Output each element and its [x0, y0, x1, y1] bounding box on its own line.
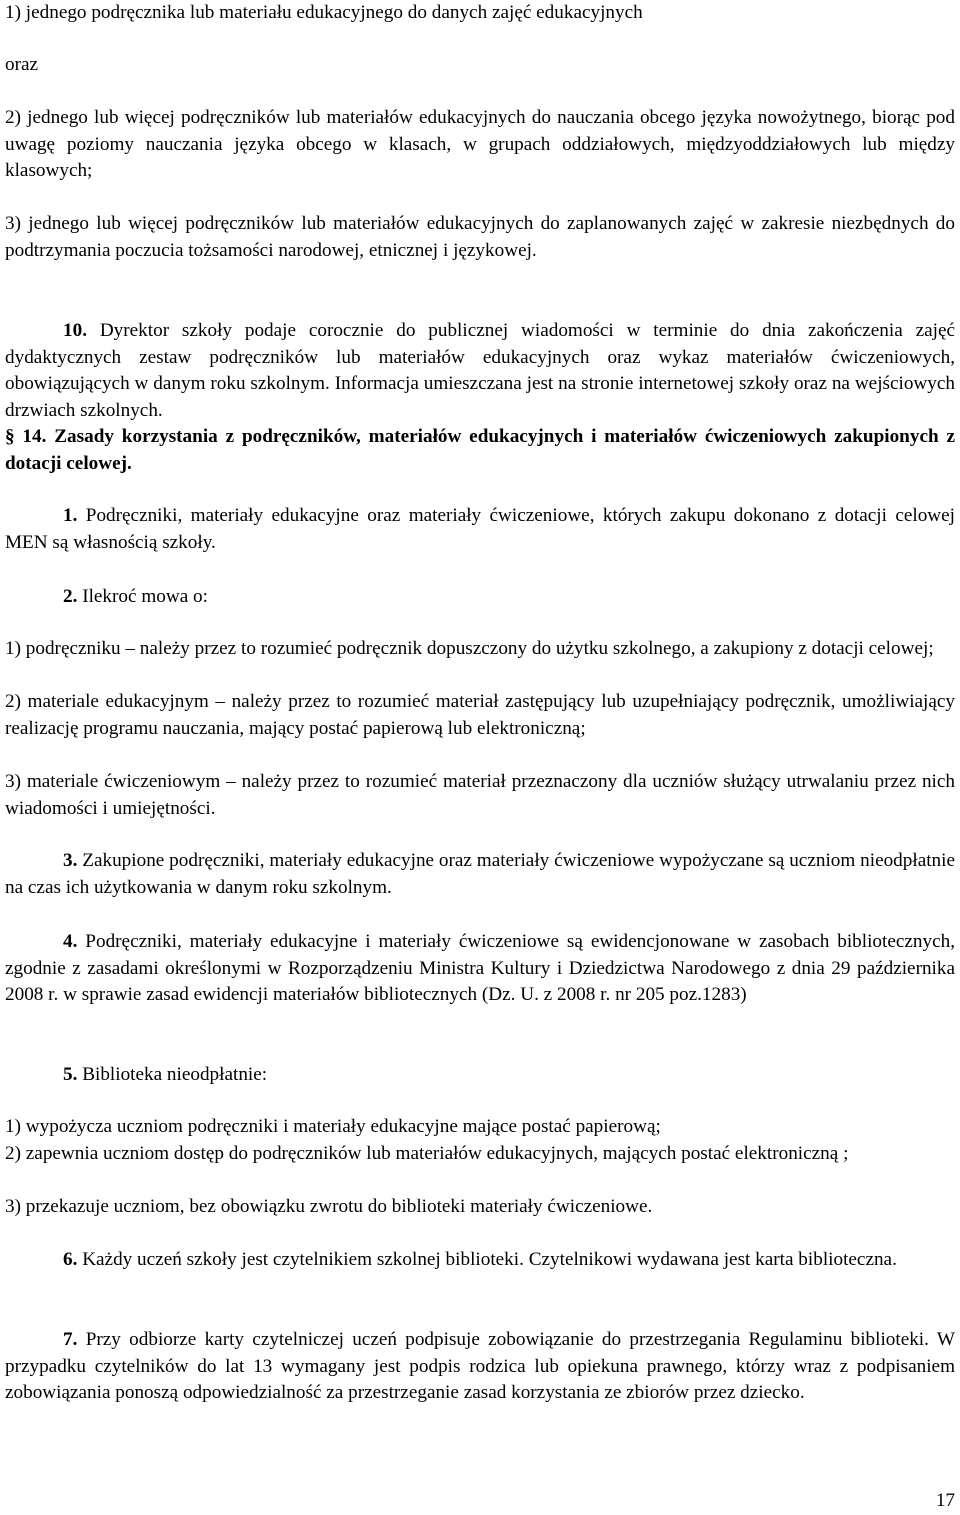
paragraph-text: Ilekroć mowa o: — [77, 586, 208, 607]
paragraph-6 — [5, 1247, 955, 1274]
paragraph-7 — [5, 1327, 955, 1407]
definition-item-1: 1) podręczniku – należy przez to rozumieć podręcznik dopuszczony do użytku szkolnego, a zakupiony z dotacji celowej; — [5, 638, 934, 659]
paragraph-number: 4. — [63, 931, 78, 952]
list-item-1: 1) jednego podręcznika lub materiału edukacyjnego do danych zajęć edukacyjnych — [5, 2, 643, 23]
list-item-3: 3) jednego lub więcej podręczników lub materiałów edukacyjnych do zaplanowanych zajęć w zakresie niezbędnych do podtrzymania poczucia tożsamości narodowej, etnicznej i językowej. — [5, 213, 955, 261]
paragraph-number: 7. — [63, 1329, 78, 1350]
paragraph-text: Dyrektor szkoły podaje corocznie do publicznej wiadomości w terminie do dnia zakończenia zajęć dydaktycznych zestaw podręczników lub materiałów edukacyjnych oraz wykaz materiałów ćwiczeniowych, obowiązujących w danym roku szkolnym. Informacja umieszczana jest na stronie internetowej szkoły oraz na wejściowych drzwiach szkolnych. — [5, 320, 955, 421]
definition-item-2: 2) materiale edukacyjnym – należy przez to rozumieć materiał zastępujący lub uzupełniający podręcznik, umożliwiający realizację programu nauczania, mający postać papierową lub elektroniczną; — [5, 691, 955, 739]
paragraph-2 — [5, 584, 955, 611]
list-item-2: 2) jednego lub więcej podręczników lub materiałów edukacyjnych do nauczania obcego języka nowożytnego, biorąc pod uwagę poziomy nauczania języka obcego w klasach, w grupach oddziałowych, międzyoddziałowych lub między klasowych; — [5, 107, 955, 181]
library-item-2: 2) zapewnia uczniom dostęp do podręczników lub materiałów edukacyjnych, mających postać elektroniczną ; — [5, 1143, 849, 1164]
section-title: 14. Zasady korzystania z podręczników, materiałów edukacyjnych i materiałów ćwiczeniowych zakupionych z dotacji celowej. — [5, 426, 955, 474]
paragraph-10 — [5, 318, 955, 424]
library-item-3: 3) przekazuje uczniom, bez obowiązku zwrotu do biblioteki materiały ćwiczeniowe. — [5, 1196, 653, 1217]
library-item-1: 1) wypożycza uczniom podręczniki i materiały edukacyjne mające postać papierową; — [5, 1116, 661, 1137]
paragraph-text: Biblioteka nieodpłatnie: — [77, 1064, 268, 1085]
paragraph-text: Każdy uczeń szkoły jest czytelnikiem szkolnej biblioteki. Czytelnikowi wydawana jest karta biblioteczna. — [77, 1249, 897, 1270]
oraz-text: oraz — [5, 54, 39, 75]
paragraph-text: Podręczniki, materiały edukacyjne oraz materiały ćwiczeniowe, których zakupu dokonano z dotacji celowej MEN są własnością szkoły. — [5, 505, 955, 553]
paragraph-text: Przy odbiorze karty czytelniczej uczeń podpisuje zobowiązanie do przestrzegania Regulaminu biblioteki. W przypadku czytelników do lat 13 wymagany jest podpis rodzica lub opiekuna prawnego, którzy wraz z podpisaniem zobowiązania ponoszą odpowiedzialność za przestrzeganie zasad korzystania ze zbiorów przez dziecko. — [5, 1329, 955, 1403]
paragraph-number: 10. — [63, 320, 87, 341]
paragraph-text: Podręczniki, materiały edukacyjne i materiały ćwiczeniowe są ewidencjonowane w zasobach bibliotecznych, zgodnie z zasadami określonymi w Rozporządzeniu Ministra Kultury i Dziedzictwa Narodowego z dnia 29 października 2008 r. w sprawie zasad ewidencji materiałów bibliotecznych (Dz. U. z 2008 r. nr 205 poz.1283) — [5, 931, 955, 1005]
paragraph-4 — [5, 929, 955, 1009]
page-number: 17 — [935, 1490, 955, 1511]
paragraph-number: 2. — [63, 586, 78, 607]
paragraph-number: 5. — [63, 1064, 78, 1085]
paragraph-number: 1. — [63, 505, 78, 526]
paragraph-text: Zakupione podręczniki, materiały edukacyjne oraz materiały ćwiczeniowe wypożyczane są uczniom nieodpłatnie na czas ich użytkowania w danym roku szkolnym. — [5, 850, 955, 898]
section-symbol: § — [5, 426, 15, 447]
paragraph-5 — [5, 1062, 955, 1089]
paragraph-3 — [5, 848, 955, 901]
paragraph-1 — [5, 503, 955, 556]
definition-item-3: 3) materiale ćwiczeniowym – należy przez to rozumieć materiał przeznaczony dla uczniów służący utrwalaniu przez nich wiadomości i umiejętności. — [5, 771, 955, 819]
section-heading — [5, 424, 955, 477]
paragraph-number: 6. — [63, 1249, 78, 1270]
paragraph-number: 3. — [63, 850, 78, 871]
